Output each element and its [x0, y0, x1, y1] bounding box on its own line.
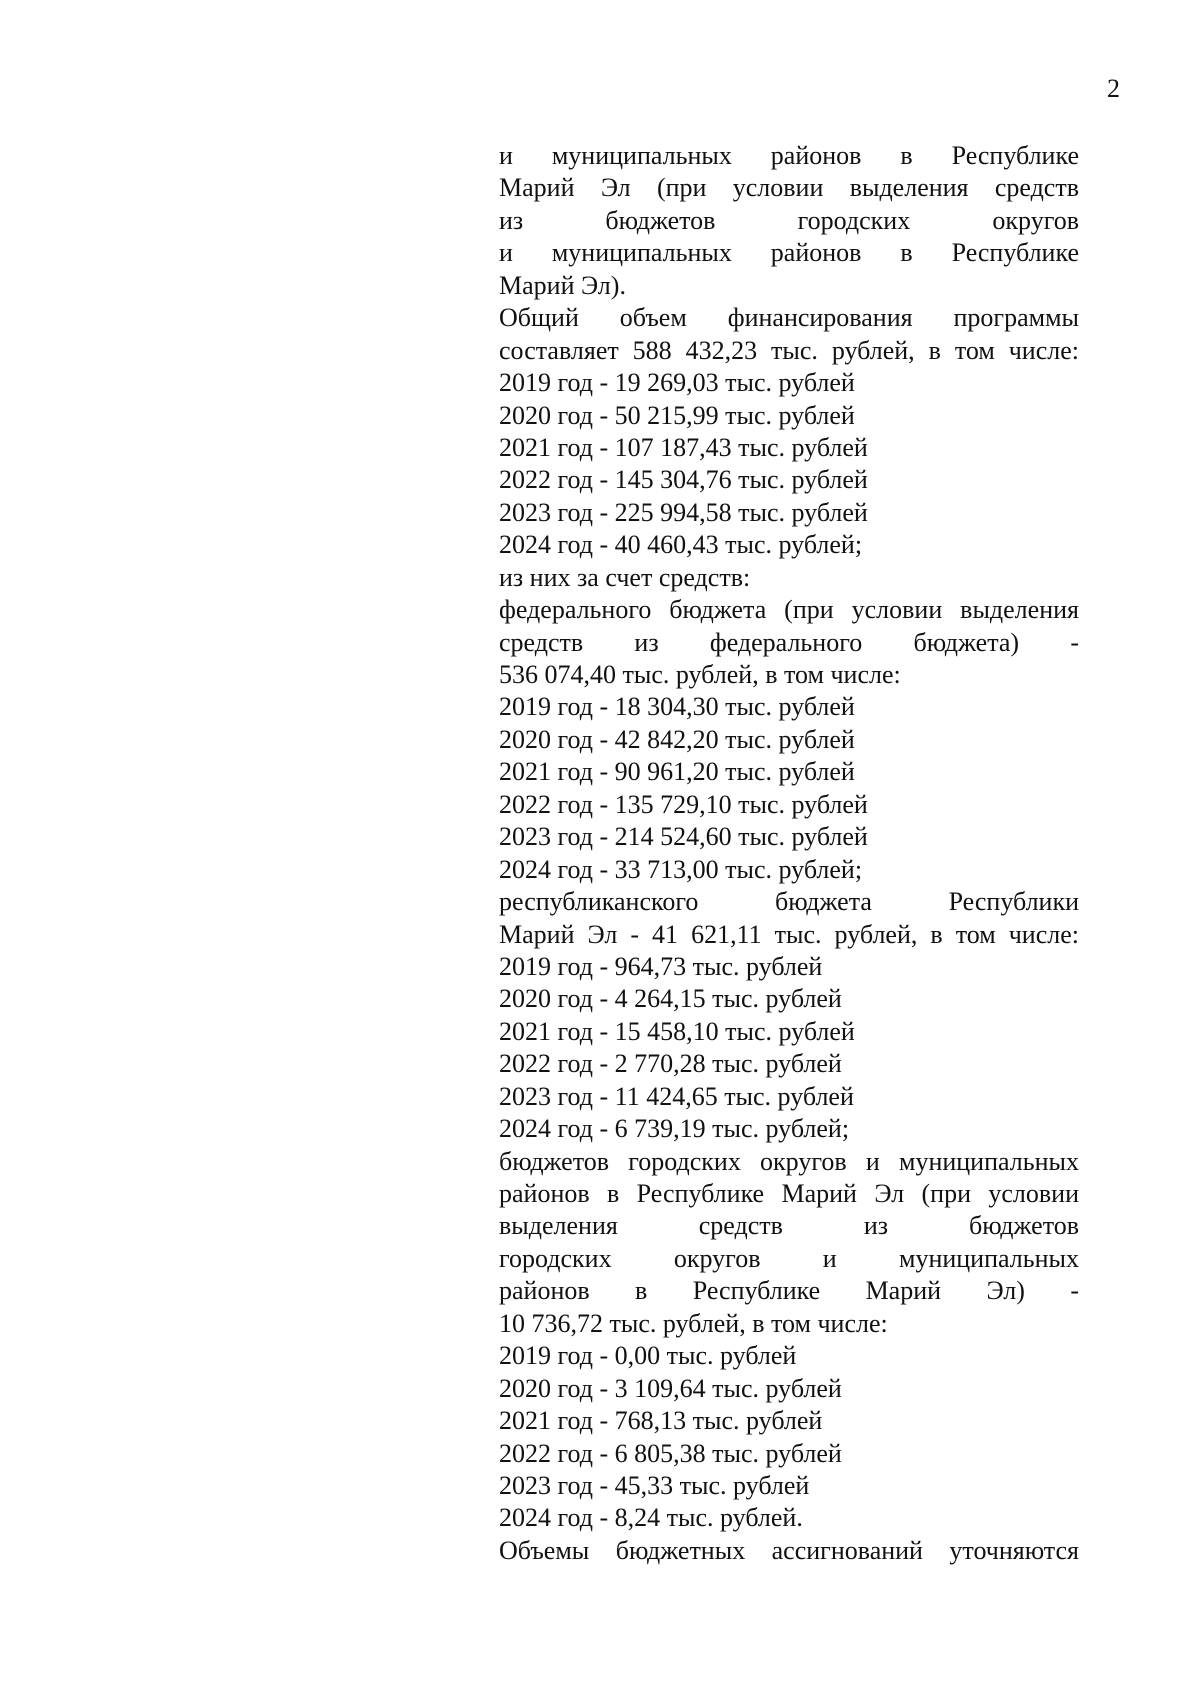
- text-line: Объемы бюджетных ассигнований уточняются: [499, 1535, 1079, 1565]
- text-line: 2024 год - 40 460,43 тыс. рублей;: [499, 530, 863, 560]
- text-line: из них за счет средств:: [499, 562, 751, 592]
- text-line: 2021 год - 107 187,43 тыс. рублей: [499, 432, 868, 462]
- text-line: 2020 год - 42 842,20 тыс. рублей: [499, 724, 855, 754]
- page-number: 2: [1107, 74, 1120, 103]
- text-line: республиканского бюджета Республики: [499, 887, 1079, 917]
- text-line: 2023 год - 11 424,65 тыс. рублей: [499, 1081, 854, 1111]
- text-line: 2022 год - 2 770,28 тыс. рублей: [499, 1049, 842, 1079]
- text-line: 2023 год - 45,33 тыс. рублей: [499, 1470, 810, 1500]
- text-line: 2024 год - 6 739,19 тыс. рублей;: [499, 1114, 850, 1144]
- text-line: 2019 год - 18 304,30 тыс. рублей: [499, 692, 855, 722]
- text-line: из бюджетов городских округов: [499, 205, 1079, 235]
- text-line: 2019 год - 964,73 тыс. рублей: [499, 951, 823, 981]
- text-line: выделения средств из бюджетов: [499, 1211, 1079, 1241]
- text-line: 2019 год - 19 269,03 тыс. рублей: [499, 368, 855, 398]
- text-line: районов в Республике Марий Эл) -: [499, 1276, 1079, 1306]
- text-column: [499, 140, 1079, 1567]
- text-line: Марий Эл).: [499, 270, 626, 300]
- text-line: и муниципальных районов в Республике: [499, 141, 1079, 170]
- text-line: составляет 588 432,23 тыс. рублей, в том числе:: [499, 335, 1079, 365]
- text-line: 2019 год - 0,00 тыс. рублей: [499, 1341, 797, 1371]
- text-line: 2022 год - 135 729,10 тыс. рублей: [499, 789, 868, 819]
- text-line: 2020 год - 4 264,15 тыс. рублей: [499, 984, 842, 1014]
- text-line: Общий объем финансирования программы: [499, 303, 1079, 333]
- text-line: федерального бюджета (при условии выделения: [499, 595, 1079, 625]
- text-line: 2024 год - 33 713,00 тыс. рублей;: [499, 854, 863, 884]
- text-line: 2020 год - 50 215,99 тыс. рублей: [499, 400, 855, 430]
- text-line: Марий Эл - 41 621,11 тыс. рублей, в том числе:: [499, 919, 1079, 949]
- text-line: и муниципальных районов в Республике: [499, 238, 1079, 268]
- text-line: бюджетов городских округов и муниципальных: [499, 1146, 1079, 1176]
- text-line: средств из федерального бюджета) -: [499, 627, 1079, 657]
- text-line: 2022 год - 6 805,38 тыс. рублей: [499, 1438, 842, 1468]
- text-line: городских округов и муниципальных: [499, 1243, 1079, 1273]
- text-line: 536 074,40 тыс. рублей, в том числе:: [499, 660, 901, 689]
- text-line: 2023 год - 214 524,60 тыс. рублей: [499, 822, 868, 852]
- text-line: 2020 год - 3 109,64 тыс. рублей: [499, 1373, 842, 1403]
- text-line: 2024 год - 8,24 тыс. рублей.: [499, 1503, 803, 1533]
- text-line: 2021 год - 15 458,10 тыс. рублей: [499, 1016, 855, 1046]
- text-line: 2021 год - 768,13 тыс. рублей: [499, 1406, 823, 1436]
- text-line: 2022 год - 145 304,76 тыс. рублей: [499, 465, 868, 495]
- text-line: районов в Республике Марий Эл (при условии: [499, 1179, 1079, 1208]
- text-line: Марий Эл (при условии выделения средств: [499, 173, 1079, 203]
- text-line: 10 736,72 тыс. рублей, в том числе:: [499, 1308, 888, 1338]
- text-line: 2023 год - 225 994,58 тыс. рублей: [499, 497, 868, 527]
- text-line: 2021 год - 90 961,20 тыс. рублей: [499, 757, 855, 787]
